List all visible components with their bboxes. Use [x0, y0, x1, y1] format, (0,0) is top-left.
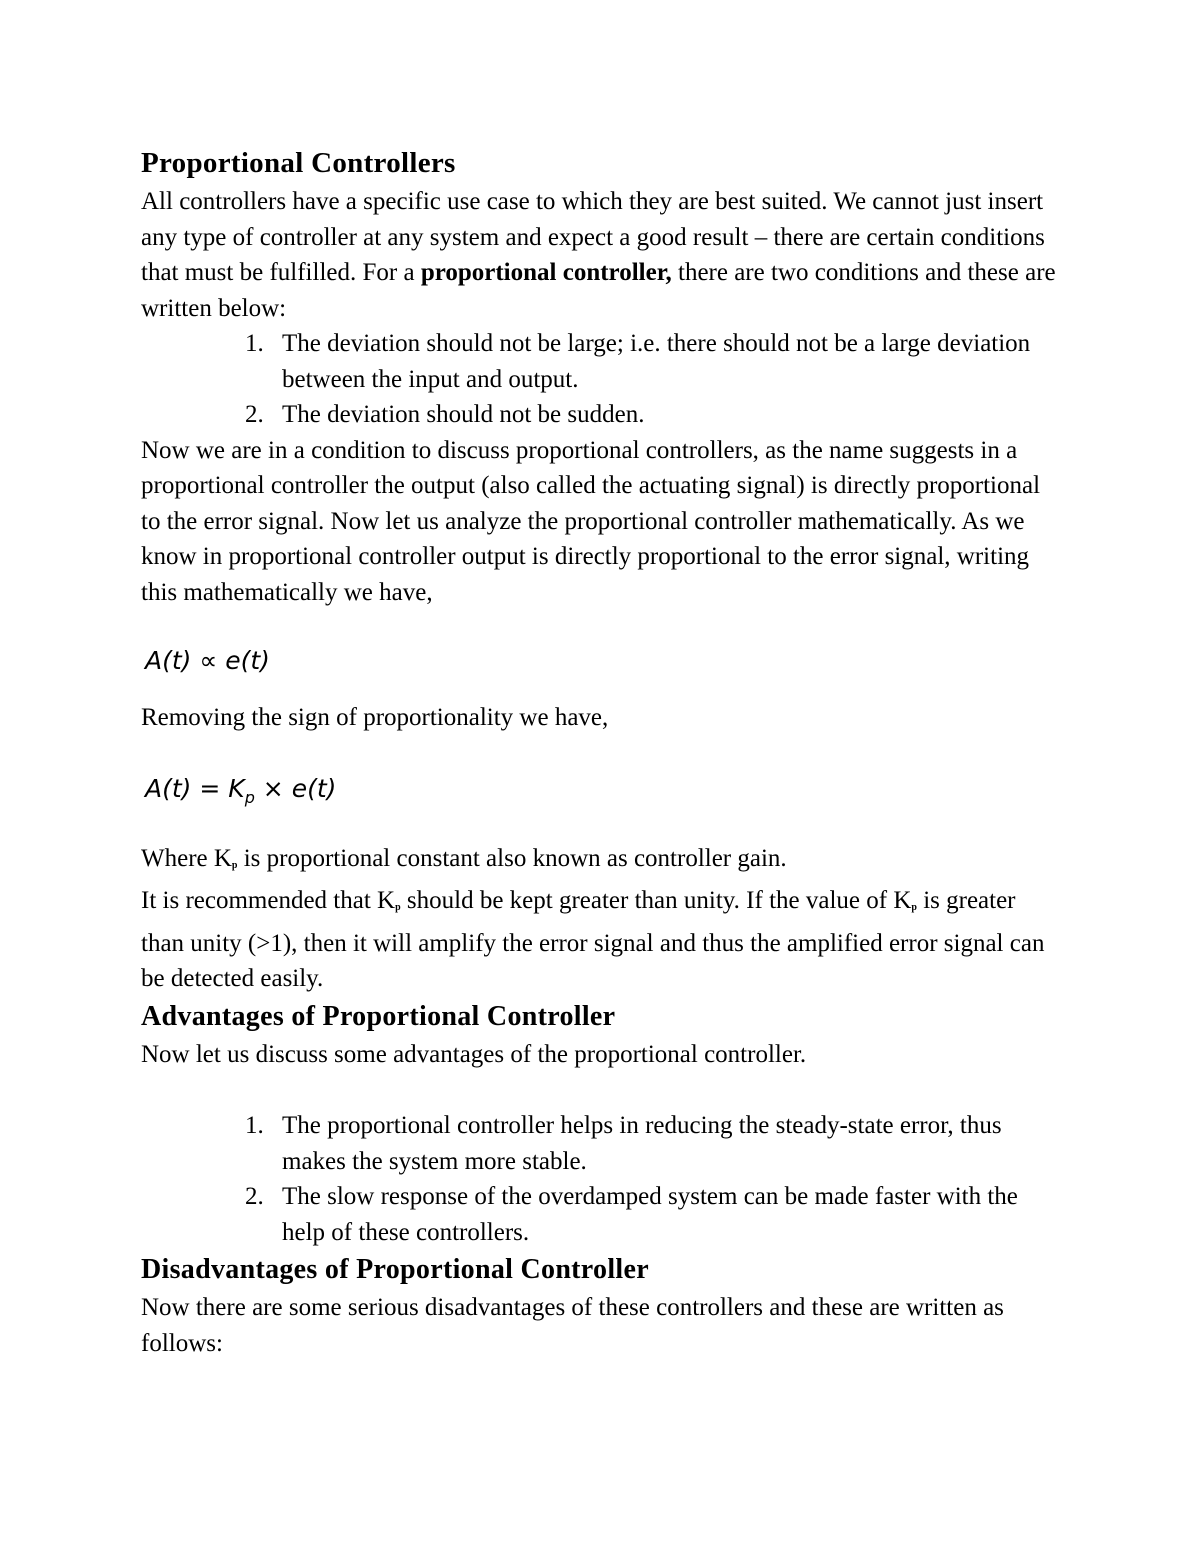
recommend-text-end: is greater than unity (>1), then it will amplify the error signal and thus the amplified error signal can be detected easily.: [141, 887, 1045, 992]
list-item-text: The deviation should not be large; i.e. there should not be a large deviation between the input and output.: [282, 330, 1031, 393]
list-number: 2.: [245, 1183, 264, 1210]
discussion-paragraph: Now we are in a condition to discuss proportional controllers, as the name suggests in a proportional controller the output (also called the actuating signal) is directly proportional to the error signal. Now let us analyze the proportional controller mathematically. As we know in proportional controller output is directly proportional to the error signal, writing this mathematically we have,: [141, 436, 1041, 606]
proportional-symbol: ∝: [199, 646, 218, 675]
list-item: [141, 397, 1061, 433]
recommend-paragraph: [141, 883, 1061, 997]
intro-bold-term: proportional controller,: [420, 259, 672, 286]
list-item: [141, 326, 1061, 397]
equals-symbol: =: [199, 773, 221, 803]
advantages-intro: Now let us discuss some advantages of the proportional controller.: [141, 1040, 807, 1068]
list-item-text: The proportional controller helps in reducing the steady-state error, thus makes the system more stable.: [282, 1112, 1002, 1175]
equation-gain: [141, 771, 1061, 815]
list-item: [141, 1179, 1061, 1250]
removing-sign-text: Removing the sign of proportionality we have,: [141, 704, 609, 731]
list-item-text: The slow response of the overdamped system can be made faster with the help of these controllers.: [282, 1183, 1018, 1246]
disadvantages-heading: Disadvantages of Proportional Controller: [141, 1254, 649, 1285]
list-number: 2.: [245, 401, 264, 428]
advantages-list: [141, 1108, 1061, 1250]
list-number: 1.: [245, 1112, 264, 1139]
kp-subscript: p: [395, 902, 401, 913]
document-content: [141, 142, 1061, 1361]
list-item: [141, 1108, 1061, 1179]
where-text: Where K: [141, 844, 232, 872]
equation-lhs: A(t): [145, 646, 192, 675]
where-text-end: is proportional constant also known as controller gain.: [237, 844, 787, 872]
intro-text: All controllers have a specific use case to which they are best suited. We cannot just insert any type of controller at any system and expect a good result – there are certain conditions that must be fulfilled. For a: [141, 188, 1045, 286]
equation-proportional: [141, 643, 1061, 678]
disadvantages-intro: Now there are some serious disadvantages of these controllers and these are written as follows:: [141, 1294, 1004, 1357]
page-title: Proportional Controllers: [141, 147, 456, 179]
where-paragraph: [141, 841, 1061, 884]
advantages-heading: Advantages of Proportional Controller: [141, 1000, 616, 1032]
list-number: 1.: [245, 330, 264, 357]
gain-symbol: K: [228, 773, 245, 803]
list-item-text: The deviation should not be sudden.: [282, 401, 645, 428]
gain-subscript: p: [244, 787, 255, 807]
intro-text-end: there are two conditions and these are written below:: [141, 259, 1056, 322]
equation-rhs: e(t): [225, 646, 270, 675]
intro-paragraph: [141, 184, 1061, 326]
conditions-list: [141, 326, 1061, 433]
kp-subscript: p: [911, 902, 917, 913]
equation-lhs: A(t): [145, 773, 192, 803]
times-symbol: ×: [262, 773, 284, 803]
kp-subscript: p: [231, 859, 238, 871]
equation-rhs: e(t): [291, 773, 337, 803]
recommend-text: It is recommended that K: [141, 887, 396, 914]
recommend-text: should be kept greater than unity. If the value of K: [400, 887, 912, 914]
